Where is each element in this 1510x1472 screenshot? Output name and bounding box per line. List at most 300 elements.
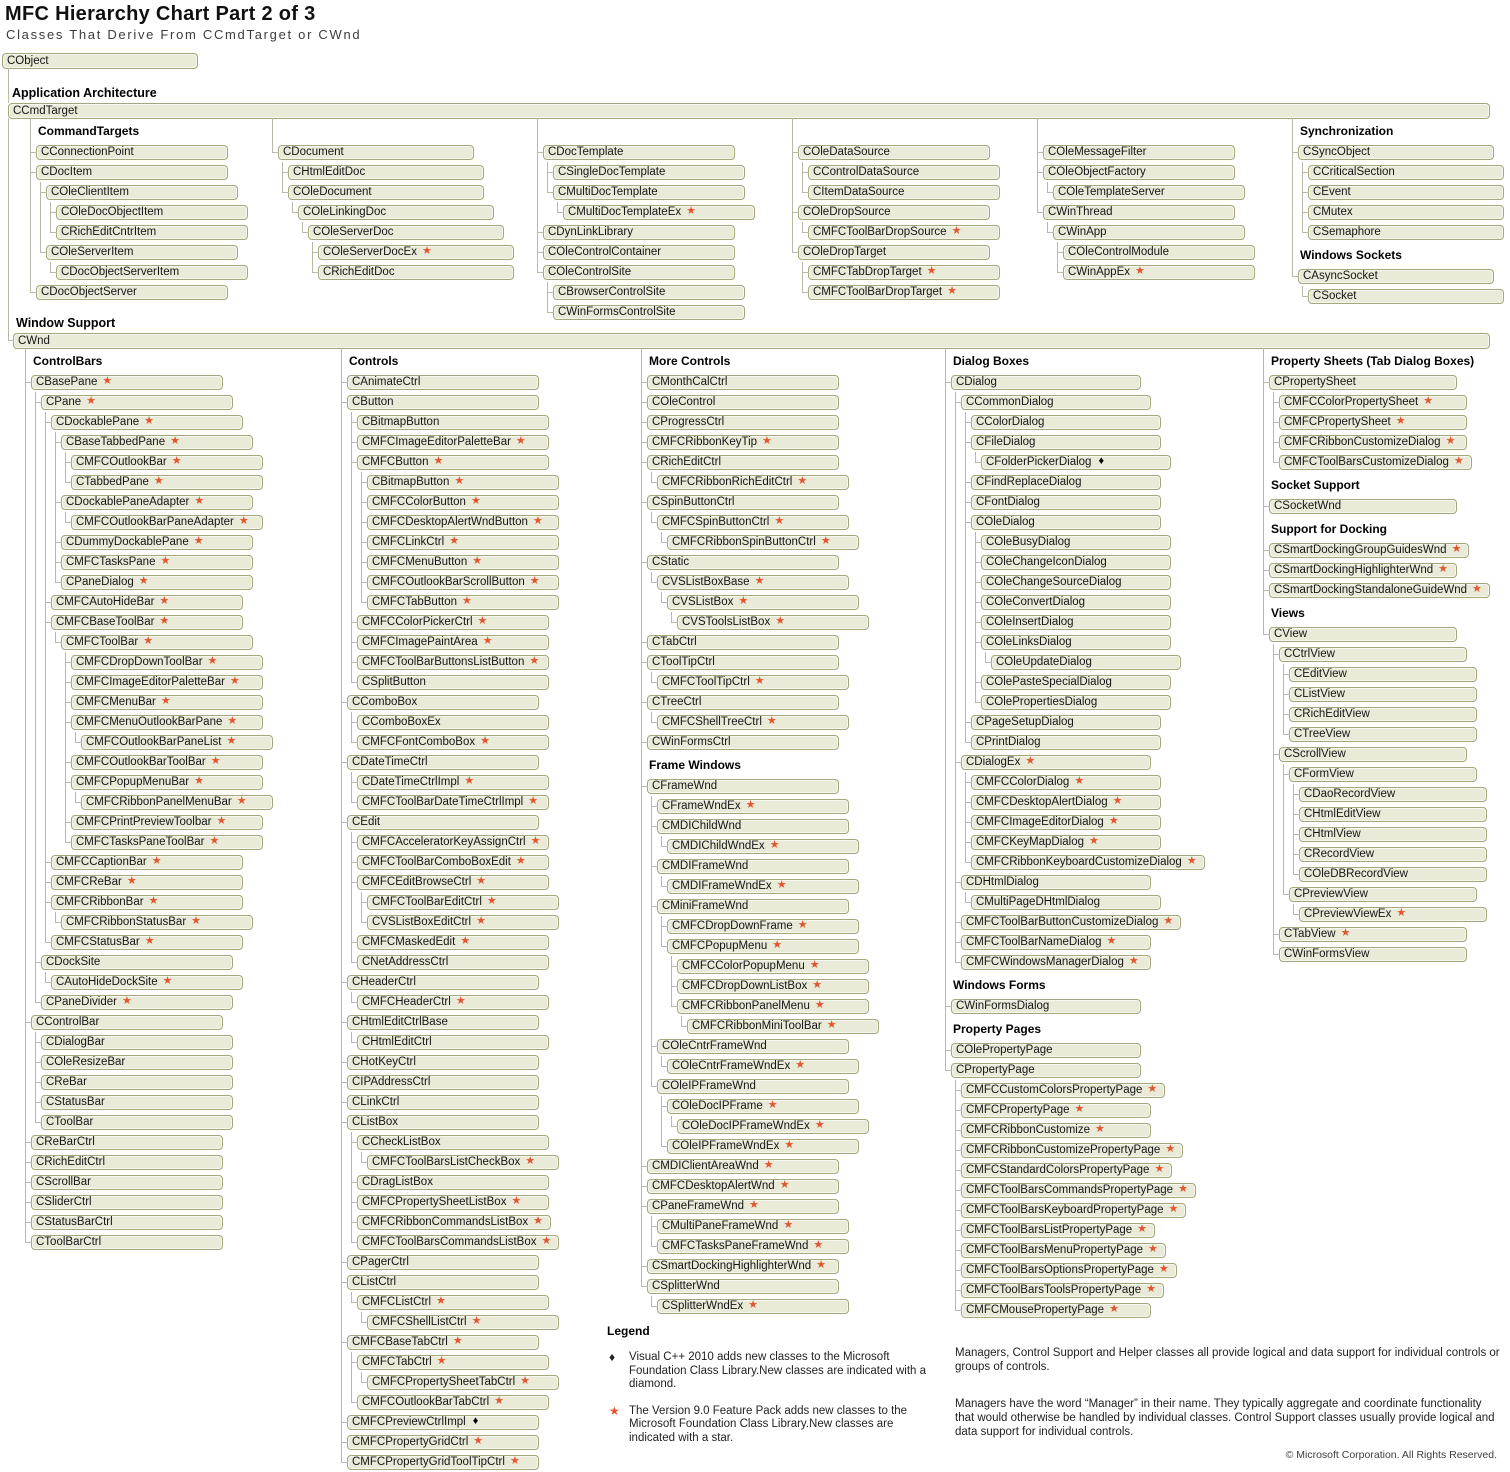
class-box xyxy=(347,1115,539,1130)
class-box-cwnd xyxy=(13,333,1490,349)
tree-row xyxy=(357,1172,559,1192)
tree-row xyxy=(367,1372,559,1392)
class-name: CMFCPropertySheetTabCtrl xyxy=(372,1375,516,1388)
tree-node xyxy=(543,222,755,242)
class-box xyxy=(1299,867,1487,882)
tree-node xyxy=(71,672,273,692)
class-name: CScrollBar xyxy=(36,1175,91,1188)
class-name: COlePropertiesDialog xyxy=(986,695,1098,708)
class-name: CMFCCaptionBar xyxy=(56,855,147,868)
class-name: CView xyxy=(1274,627,1308,640)
class-name: CMFCAcceleratorKeyAssignCtrl xyxy=(362,835,526,848)
tree-node xyxy=(667,876,879,896)
tree-node xyxy=(1063,262,1255,282)
tree-node xyxy=(1269,580,1490,600)
class-name: CDummyDockablePane xyxy=(66,535,189,548)
tree-row xyxy=(647,432,879,452)
star-icon: ★ xyxy=(473,1435,484,1447)
class-box xyxy=(981,675,1171,690)
tree-node xyxy=(41,952,273,992)
tree-row xyxy=(961,1080,1205,1100)
tree-row xyxy=(347,1332,559,1352)
tree-row xyxy=(677,956,879,976)
class-name: CHtmlEditCtrlBase xyxy=(352,1015,448,1028)
tree-row xyxy=(647,1256,879,1276)
class-name: CToolTipCtrl xyxy=(652,655,715,668)
tree-row xyxy=(961,1140,1205,1160)
tree-row xyxy=(41,1092,273,1112)
section-header: More Controls xyxy=(649,354,731,368)
tree-node xyxy=(971,412,1205,432)
tree-row xyxy=(657,896,879,916)
tree-children xyxy=(667,612,879,632)
tree-node xyxy=(961,1260,1205,1280)
tree-children xyxy=(667,1116,879,1136)
class-name: CMFCOutlookBarTabCtrl xyxy=(362,1395,490,1408)
star-icon: ★ xyxy=(776,879,787,891)
tree-node xyxy=(1308,202,1504,222)
tree-node xyxy=(1289,724,1490,744)
class-box xyxy=(657,1039,849,1054)
tree-node xyxy=(657,472,879,492)
tree-node xyxy=(1279,452,1490,472)
class-name: COleChangeIconDialog xyxy=(986,555,1107,568)
class-name: COleDBRecordView xyxy=(1304,867,1408,880)
class-box xyxy=(647,1159,839,1174)
star-icon: ★ xyxy=(951,225,962,237)
class-name: CObject xyxy=(7,54,49,67)
star-icon: ★ xyxy=(1146,1283,1156,1295)
tree-row xyxy=(808,282,1000,302)
tree-row xyxy=(357,1292,559,1312)
tree-node xyxy=(657,672,879,692)
tree-node xyxy=(357,1352,559,1392)
class-name: CDateTimeCtrlImpl xyxy=(362,775,460,788)
hierarchy-column-controlbars xyxy=(31,348,273,1252)
tree-node xyxy=(667,1136,879,1156)
tree-node xyxy=(971,712,1205,732)
tree-node xyxy=(31,1152,273,1172)
tree-node xyxy=(298,202,514,282)
tree-row xyxy=(1299,864,1490,884)
tree-node xyxy=(657,896,879,1036)
tree-node xyxy=(357,1132,559,1172)
class-name: COleUpdateDialog xyxy=(996,655,1092,668)
class-box xyxy=(357,655,549,670)
tree-row xyxy=(657,512,879,532)
tree-node xyxy=(1053,182,1255,202)
tree-node xyxy=(647,372,879,392)
class-name: CListCtrl xyxy=(352,1275,397,1288)
class-name: COleDialog xyxy=(976,515,1035,528)
tree-row xyxy=(357,412,559,432)
class-name: CMFCMousePropertyPage xyxy=(966,1303,1105,1316)
tree-node xyxy=(647,452,879,492)
tree-children xyxy=(657,532,879,552)
class-box xyxy=(657,475,849,490)
class-box xyxy=(51,415,243,430)
tree-node xyxy=(961,1100,1205,1120)
tree-children xyxy=(46,202,248,242)
class-box xyxy=(971,855,1205,870)
class-box xyxy=(288,185,484,200)
class-name: CBasePane xyxy=(36,375,98,388)
tree-node xyxy=(357,1392,559,1412)
class-box xyxy=(553,185,745,200)
class-box xyxy=(357,875,549,890)
tree-children xyxy=(647,572,879,632)
class-name: COleConvertDialog xyxy=(986,595,1086,608)
tree-row xyxy=(41,1052,273,1072)
class-name: CReBar xyxy=(46,1075,87,1088)
tree-node xyxy=(971,492,1205,512)
class-box xyxy=(647,1179,839,1194)
star-icon: ★ xyxy=(745,799,756,811)
tree-row xyxy=(71,512,273,532)
section-header: Windows Sockets xyxy=(1300,248,1402,262)
tree-children xyxy=(51,912,273,932)
tree-node xyxy=(971,732,1205,752)
tree-children xyxy=(1269,644,1490,964)
class-name: COleInsertDialog xyxy=(986,615,1074,628)
tree-row xyxy=(357,832,559,852)
tree-row xyxy=(667,836,879,856)
tree-row xyxy=(1269,560,1490,580)
class-name: CMFCOutlookBarPaneAdapter xyxy=(76,515,234,528)
tree-node xyxy=(347,1052,559,1072)
class-name: CAsyncSocket xyxy=(1303,269,1378,282)
class-box xyxy=(36,285,228,300)
star-icon: ★ xyxy=(515,855,526,867)
tree-row xyxy=(357,772,559,792)
star-icon: ★ xyxy=(754,675,765,687)
class-box xyxy=(357,1195,549,1210)
tree-section xyxy=(647,348,879,372)
star-icon: ★ xyxy=(1108,815,1119,827)
class-box xyxy=(981,575,1171,590)
tree-node xyxy=(1063,242,1255,262)
tree-row xyxy=(971,712,1205,732)
class-name: CFormView xyxy=(1294,767,1354,780)
class-box xyxy=(657,859,849,874)
class-name: CSocket xyxy=(1313,289,1357,302)
tree-row xyxy=(1308,182,1504,202)
tree-node xyxy=(61,492,273,532)
tree-row xyxy=(1289,704,1490,724)
class-box xyxy=(798,145,990,160)
class-name: COleDropSource xyxy=(803,205,891,218)
class-box xyxy=(36,145,228,160)
class-name: CMFCOutlookBarToolBar xyxy=(76,755,206,768)
tree-node xyxy=(31,1212,273,1232)
tree-children xyxy=(51,432,273,592)
class-name: CWinAppEx xyxy=(1068,265,1130,278)
tree-row xyxy=(961,1200,1205,1220)
class-name: CTreeCtrl xyxy=(652,695,702,708)
star-icon: ★ xyxy=(227,715,238,727)
tree-node xyxy=(46,182,248,242)
class-box xyxy=(81,795,273,810)
class-name: CPropertyPage xyxy=(956,1063,1035,1076)
section-header: Frame Windows xyxy=(649,758,741,772)
class-name: CDockablePaneAdapter xyxy=(66,495,190,508)
tree-node xyxy=(357,632,559,652)
tree-node xyxy=(647,732,879,752)
class-box xyxy=(1269,499,1457,514)
class-name: CMFCDropDownToolBar xyxy=(76,655,203,668)
class-name: CRichEditCtrl xyxy=(652,455,722,468)
star-icon: ★ xyxy=(1074,775,1085,787)
tree-node xyxy=(357,672,559,692)
class-box xyxy=(1279,435,1467,450)
star-icon: ★ xyxy=(138,575,149,587)
class-name: CRecordView xyxy=(1304,847,1375,860)
star-icon: ★ xyxy=(511,1195,522,1207)
section-header: Synchronization xyxy=(1300,124,1394,138)
star-icon: ★ xyxy=(1168,1203,1179,1215)
class-name: COleDocIPFrame xyxy=(672,1099,763,1112)
tree-node xyxy=(288,162,514,182)
class-box xyxy=(961,875,1151,890)
tree-node xyxy=(553,282,755,302)
tree-row xyxy=(1063,242,1255,262)
tree-node xyxy=(808,282,1000,302)
tree-row xyxy=(1289,684,1490,704)
tree-row xyxy=(647,1196,879,1216)
tree-node xyxy=(971,512,1205,712)
tree-node xyxy=(951,1040,1205,1060)
tree-node xyxy=(71,752,273,772)
tree-row xyxy=(647,776,879,796)
tree-row xyxy=(367,1312,559,1332)
class-name: CColorDialog xyxy=(976,415,1045,428)
star-icon: ★ xyxy=(148,895,159,907)
tree-row xyxy=(951,372,1205,392)
tree-node xyxy=(798,202,1000,242)
class-name: CTabbedPane xyxy=(76,475,149,488)
class-box xyxy=(1279,455,1472,470)
tree-row xyxy=(61,432,273,452)
class-box xyxy=(981,615,1171,630)
class-box xyxy=(971,715,1161,730)
star-icon: ★ xyxy=(515,435,526,447)
tree-row xyxy=(357,672,559,692)
tree-row xyxy=(41,992,273,1012)
tree-node xyxy=(347,1092,559,1112)
class-box xyxy=(357,1295,549,1310)
class-name: CFontDialog xyxy=(976,495,1040,508)
class-box xyxy=(367,515,559,530)
tree-row xyxy=(357,1132,559,1152)
class-box xyxy=(71,775,263,790)
tree-node xyxy=(543,242,755,262)
class-box xyxy=(1308,185,1504,200)
class-box xyxy=(61,535,253,550)
class-box xyxy=(71,835,263,850)
star-icon: ★ xyxy=(1148,1243,1158,1255)
class-box xyxy=(46,185,238,200)
class-name: COleCntrFrameWnd xyxy=(662,1039,767,1052)
tree-node xyxy=(357,852,559,872)
class-name: CVSListBox xyxy=(672,595,734,608)
tree-row xyxy=(1279,452,1490,472)
tree-node xyxy=(51,612,273,852)
class-box xyxy=(357,855,549,870)
tree-children xyxy=(347,1292,559,1332)
class-name: CMFCToolBarsCustomizeDialog xyxy=(1284,455,1449,468)
class-name: CHtmlEditDoc xyxy=(293,165,366,178)
class-box xyxy=(357,435,549,450)
class-name: CStatusBarCtrl xyxy=(36,1215,113,1228)
tree-row xyxy=(1308,202,1504,222)
tree-node xyxy=(657,1076,879,1156)
tree-row xyxy=(288,182,514,202)
class-box xyxy=(367,535,559,550)
tree-row xyxy=(308,222,514,242)
class-box xyxy=(71,755,263,770)
class-name: CMFCPropertySheetListBox xyxy=(362,1195,507,1208)
star-icon: ★ xyxy=(1147,1083,1158,1095)
class-name: CWinFormsView xyxy=(1284,947,1370,960)
tree-row xyxy=(347,1092,559,1112)
tree-node xyxy=(31,372,273,1012)
star-icon: ★ xyxy=(763,1159,774,1171)
class-name: COleResizeBar xyxy=(46,1055,126,1068)
tree-node xyxy=(971,852,1205,872)
class-box xyxy=(657,515,849,530)
connector-line xyxy=(8,340,14,341)
class-name: CMFCTasksPane xyxy=(66,555,156,568)
tree-row xyxy=(56,222,248,242)
tree-node xyxy=(798,242,1000,302)
class-name: CMFCPopupMenuBar xyxy=(76,775,190,788)
tree-node xyxy=(347,812,559,972)
tree-row xyxy=(1279,392,1490,412)
star-icon: ★ xyxy=(947,285,957,297)
tree-row xyxy=(981,532,1205,552)
class-box xyxy=(56,205,248,220)
tree-row xyxy=(357,732,559,752)
tree-row xyxy=(357,712,559,732)
class-box xyxy=(808,225,1000,240)
class-box xyxy=(278,145,474,160)
class-box xyxy=(71,815,263,830)
tree-children xyxy=(51,632,273,852)
tree-node xyxy=(36,282,248,302)
tree-row xyxy=(798,242,1000,262)
class-box xyxy=(41,955,233,970)
tree-children xyxy=(971,452,1205,472)
class-box xyxy=(367,895,559,910)
class-name: CMiniFrameWnd xyxy=(662,899,749,912)
tree-row xyxy=(41,952,273,972)
class-name: COleDropTarget xyxy=(803,245,887,258)
tree-node xyxy=(71,692,273,712)
class-name: CMFCRibbonCustomizePropertyPage xyxy=(966,1143,1161,1156)
tree-row xyxy=(367,912,559,932)
tree-row xyxy=(981,592,1205,612)
tree-row xyxy=(971,512,1205,532)
tree-node xyxy=(981,612,1205,632)
class-name: CBrowserControlSite xyxy=(558,285,666,298)
tree-row xyxy=(367,512,559,532)
class-box xyxy=(31,1175,223,1190)
tree-row xyxy=(357,1392,559,1412)
star-icon: ★ xyxy=(476,915,486,927)
tree-children xyxy=(347,412,559,692)
tree-children xyxy=(657,876,879,896)
class-name: CIPAddressCtrl xyxy=(352,1075,431,1088)
tree-node xyxy=(318,262,514,282)
tree-node xyxy=(357,872,559,932)
class-box xyxy=(1053,185,1245,200)
class-name: CSmartDockingHighlighterWnd xyxy=(1274,563,1434,576)
class-name: CCtrlView xyxy=(1284,647,1335,660)
class-box xyxy=(961,1263,1177,1278)
tree-row xyxy=(36,162,248,182)
class-box xyxy=(1279,927,1467,942)
class-box xyxy=(367,575,559,590)
hierarchy-column-more-controls xyxy=(647,348,879,1316)
class-name: CPagerCtrl xyxy=(352,1255,409,1268)
tree-node xyxy=(563,202,755,222)
star-icon: ★ xyxy=(772,939,783,951)
class-name: CMFCToolBarDateTimeCtrlImpl xyxy=(362,795,524,808)
tree-row xyxy=(667,532,879,552)
class-name: COleServerDocEx xyxy=(323,245,417,258)
class-name: CMFCRibbonKeyboardCustomizeDialog xyxy=(976,855,1182,868)
tree-node xyxy=(51,412,273,592)
tree-node xyxy=(667,532,879,552)
class-name: CStatusBar xyxy=(46,1095,105,1108)
tree-node xyxy=(71,452,273,472)
tree-row xyxy=(318,262,514,282)
class-name: CLinkCtrl xyxy=(352,1095,400,1108)
tree-node xyxy=(61,532,273,552)
tree-node xyxy=(71,472,273,492)
class-name: CRichEditView xyxy=(1294,707,1370,720)
class-name: CEdit xyxy=(352,815,381,828)
class-name: CMFCRibbonCustomizeDialog xyxy=(1284,435,1441,448)
class-box xyxy=(971,835,1161,850)
tree-node xyxy=(657,712,879,732)
tree-row xyxy=(357,652,559,672)
tree-node xyxy=(347,1072,559,1092)
tree-node xyxy=(1299,844,1490,864)
tree-children xyxy=(308,242,514,282)
star-icon: ★ xyxy=(797,919,808,931)
tree-row xyxy=(981,612,1205,632)
class-box xyxy=(1289,667,1477,682)
tree-row xyxy=(51,892,273,912)
class-name: CDockablePane xyxy=(56,415,140,428)
class-name: CMFCHeaderCtrl xyxy=(362,995,451,1008)
class-name: CDocObjectServerItem xyxy=(61,265,180,278)
tree-row xyxy=(1063,262,1255,282)
class-name: CMFCRibbonPanelMenuBar xyxy=(86,795,232,808)
tree-row xyxy=(36,282,248,302)
tree-row xyxy=(667,916,879,936)
class-box xyxy=(657,799,849,814)
tree-row xyxy=(61,912,273,932)
class-box xyxy=(667,1139,859,1154)
star-icon: ★ xyxy=(814,1119,825,1131)
class-box xyxy=(657,1299,849,1314)
tree-row xyxy=(553,182,755,202)
class-name: CMDIChildWnd xyxy=(662,819,742,832)
class-name: CMFCRibbonKeyTip xyxy=(652,435,758,448)
tree-node xyxy=(677,612,879,632)
